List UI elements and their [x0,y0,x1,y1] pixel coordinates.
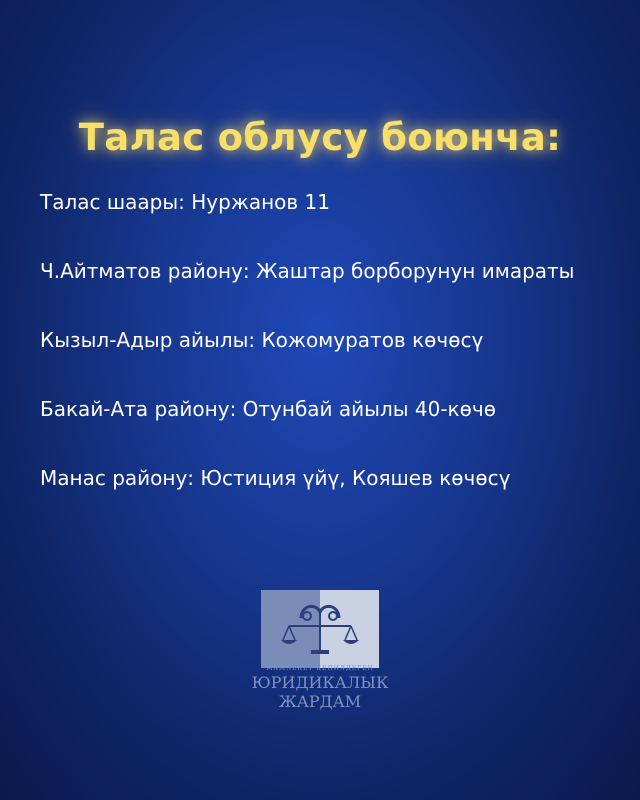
list-item: Талас шаары: Нуржанов 11 [40,190,331,214]
logo-line-2: ЖАРДАМ [278,692,362,711]
scales-logo-icon [261,590,379,668]
address-list [40,186,604,531]
list-item: Манас району: Юстиция үйү, Кояшев көчөсү [40,466,511,490]
page-title: Талас облусу боюнча: [78,116,562,159]
logo-wordmark [0,673,640,711]
logo-line-1: ЮРИДИКАЛЫК [251,673,389,692]
list-item: Ч.Айтматов району: Жаштар борборунун имараты [40,259,575,283]
list-item: Кызыл-Адыр айылы: Кожомуратов көчөсү [40,328,484,352]
logo-subtitle: МАМЛЕКЕТ КЕПИЛДЕГЕН [266,665,374,672]
list-item: Бакай-Ата району: Отунбай айылы 40-көчө [40,397,496,421]
